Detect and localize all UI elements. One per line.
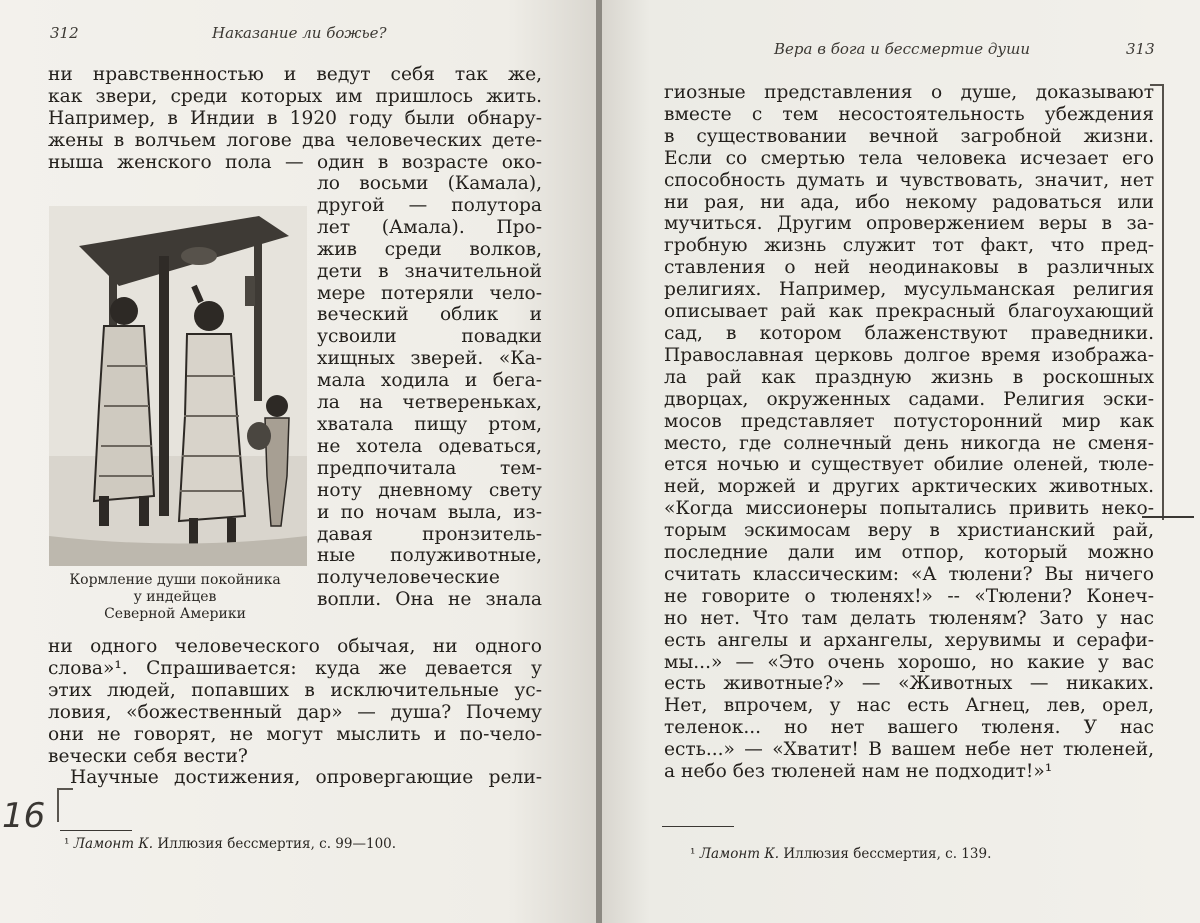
footnote-mark: ¹ [64,836,70,852]
text-line: давая пронзитель- [317,523,542,545]
footnote-rule [60,830,132,831]
footnote-title: Иллюзия бессмертия, с. 139. [783,846,992,862]
footnote-mark: ¹ [690,846,696,862]
text-line: жив среди волков, [317,238,542,260]
text-line: Православная церковь долгое время изобража- [664,344,1154,366]
footnote-left [64,836,396,852]
text-line: хищных зверей. «Ка- [317,348,542,370]
text-line: ни нравственностью и ведут себя так же, [48,64,542,85]
text-line: они не говорят, не могут мыслить и по-чело- [48,723,542,745]
text-line: Если со смертью тела человека исчезает его [664,147,1154,169]
text-line: гиозные представления о душе, доказывают [664,82,1154,103]
body-text-right [664,82,1154,783]
text-line: мере потеряли чело- [317,282,542,304]
text-line: вопли. Она не знала [317,589,542,611]
text-line: не хотела одеваться, [317,435,542,457]
right-page [602,0,1200,923]
text-line: «Когда миссионеры попытались привить неко- [664,498,1154,520]
footnote-right [690,846,991,862]
text-line: торым эскимосам веру в христианский рай, [664,520,1154,542]
text-line: другой — полутора [317,194,542,216]
text-line: ные полуживотные, [317,545,542,567]
text-line: гробную жизнь служит тот факт, что пред- [664,235,1154,257]
text-line: мосов представляет потусторонний мир как [664,410,1154,432]
caption-line: у индейцев [133,589,217,605]
text-line: есть...» — «Хватит! В вашем небе нет тюленей, [664,739,1154,761]
text-line: дворцах, окруженных садами. Религия эски- [664,388,1154,410]
running-head-left: Наказание ли божье? [212,24,387,42]
pen-underline-mark [1142,516,1194,518]
text-line: и по ночам выла, из- [317,501,542,523]
text-line: ла рай как праздную жизнь в роскошных [664,366,1154,388]
text-line: ни рая, ни ада, ибо некому радоваться или [664,191,1154,213]
text-line: сад, в котором блаженствуют праведники. [664,322,1154,344]
caption-line: Северной Америки [104,606,246,622]
text-line: ла на четвереньках, [317,392,542,414]
text-line: мала ходила и бега- [317,370,542,392]
footnote-title: Иллюзия бессмертия, с. 99—100. [157,836,397,852]
text-line: ноту дневному свету [317,479,542,501]
body-text-side [317,173,542,611]
text-line: предпочитала тем- [317,457,542,479]
text-line: не говорите о тюленях!» -- «Тюлени? Конеч- [664,585,1154,607]
text-line: Научные достижения, опровергающие рели- [70,767,542,789]
text-line: ловия, «божественный дар» — душа? Почему [48,701,542,723]
figure-caption [44,572,306,623]
text-line: считать классическим: «А тюлени? Вы ничего [664,563,1154,585]
text-line: способность думать и чувствовать, значит, нет [664,169,1154,191]
text-line: ло восьми (Камала), [317,173,542,194]
text-line: описывает рай как прекрасный благоухающий [664,301,1154,323]
footnote-author: Ламонт К. [73,836,154,852]
text-line: мы...» — «Это очень хорошо, но какие у вас [664,651,1154,673]
text-line: слова»¹. Спрашивается: куда же девается у [48,657,542,679]
text-line: а небо без тюленей нам не подходит!»¹ [664,761,1053,783]
page-number-left: 312 [50,24,79,42]
text-line: последние дали им отпор, который можно [664,542,1154,564]
pen-bracket-right-margin [1150,84,1164,520]
text-line: есть ангелы и архангелы, херувимы и серафи- [664,629,1154,651]
text-line: веческий облик и [317,304,542,326]
text-line: лет (Амала). Про- [317,216,542,238]
text-line: вечески себя вести? [48,745,248,767]
text-line: Например, в Индии в 1920 году были обнару- [48,107,542,129]
text-line: Нет, впрочем, у нас есть Агнец, лев, орел, [664,695,1154,717]
text-line: ется ночью и существует обилие оленей, тюле- [664,454,1154,476]
left-page [0,0,598,923]
text-line: дети в значительной [317,260,542,282]
text-line: мучиться. Другим опровержением веры в за- [664,213,1154,235]
caption-line: Кормление души покойника [69,572,281,588]
text-line: в существовании вечной загробной жизни. [664,125,1154,147]
illustration-feeding-soul [49,206,307,566]
pen-bracket-mark [57,788,73,822]
text-line: ставления о ней неодинаковы в различных [664,257,1154,279]
text-line: ныша женского пола — один в возрасте око- [48,151,542,173]
text-line: получеловеческие [317,567,500,589]
text-line: вместе с тем несостоятельность убеждения [664,103,1154,125]
text-line: хватала пищу ртом, [317,413,542,435]
text-line: этих людей, попавших в исключительные ус- [48,679,542,701]
footnote-rule [662,826,734,827]
text-line: жены в волчьем логове два человеческих дете- [48,129,542,151]
text-line: есть животные?» — «Животных — никаких. [664,673,1154,695]
footnote-author: Ламонт К. [699,846,780,862]
body-text-top [48,64,542,174]
text-line: ни одного человеческого обычая, ни одного [48,636,542,657]
running-head-right: Вера в бога и бессмертие души [774,40,1030,58]
text-line: место, где солнечный день никогда не сменя- [664,432,1154,454]
text-line: усвоили повадки [317,326,542,348]
page-number-right: 313 [1126,40,1155,58]
text-line: религиях. Например, мусульманская религия [664,279,1154,301]
handwritten-margin-note: 16 [2,796,46,836]
text-line: ней, моржей и других арктических животных. [664,476,1154,498]
body-text-bottom [48,636,542,789]
text-line: но нет. Что там делать тюленям? Зато у нас [664,607,1154,629]
text-line: теленок... но нет вашего тюленя. У нас [664,717,1154,739]
text-line: как звери, среди которых им пришлось жить. [48,85,542,107]
